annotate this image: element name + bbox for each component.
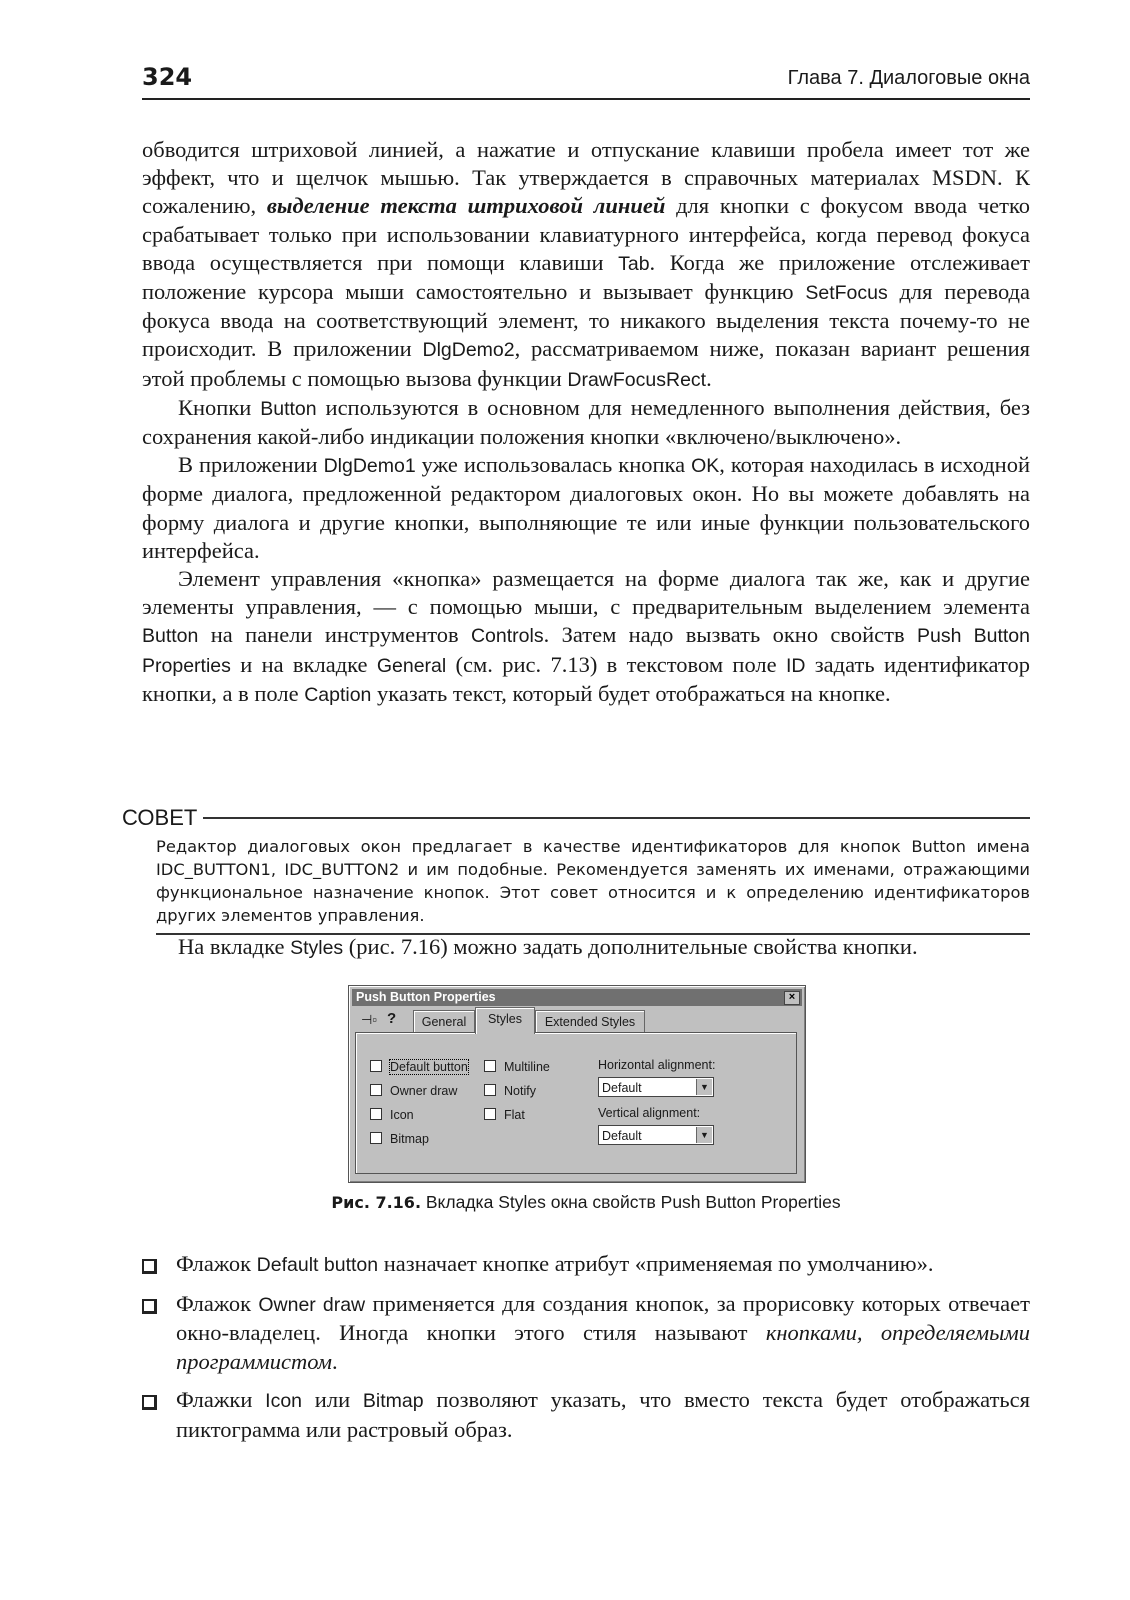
text-run: уже использовалась кнопка — [415, 452, 692, 478]
paragraph-2 — [142, 394, 1030, 451]
code-term: Owner draw — [258, 1293, 366, 1316]
text-run: для перевода фокуса ввода на соответствующий элемент, то никакого выделения текста почему-то не происходит. В приложении — [142, 279, 1030, 362]
checkbox-default-button[interactable] — [370, 1059, 468, 1075]
figure-caption-text: Вкладка Styles окна свойств Push Button Properties — [421, 1192, 841, 1212]
checkbox-box — [370, 1060, 382, 1072]
styles-paragraph — [142, 932, 1030, 963]
checkbox-box — [370, 1132, 382, 1144]
code-term: Icon — [265, 1390, 303, 1412]
checkbox-icon[interactable] — [370, 1107, 414, 1123]
code-term: Push Button Properties — [142, 625, 1030, 677]
text-run: Флажок — [176, 1290, 259, 1316]
tab-extended-styles[interactable]: Extended Styles — [535, 1010, 645, 1033]
dialog-title: Push Button Properties — [356, 990, 496, 1004]
pin-icon[interactable]: ⊣▫ — [361, 1012, 377, 1027]
checkbox-box — [484, 1060, 496, 1072]
code-term: DlgDemo2 — [422, 339, 515, 362]
chevron-down-icon[interactable]: ▼ — [696, 1079, 712, 1095]
text-run: на панели инструментов — [198, 622, 471, 648]
text-run: . Затем надо вызвать окно свойств — [543, 622, 917, 648]
checkbox-box — [484, 1084, 496, 1096]
checkbox-label: Owner draw — [390, 1084, 458, 1098]
checkbox-bullet-icon — [142, 1395, 157, 1410]
text-run: Кнопки — [178, 394, 261, 420]
bullet-list — [142, 1250, 1030, 1454]
figure-caption — [142, 1190, 1030, 1215]
code-term: Controls — [470, 625, 544, 648]
text-run: и на вкладке — [230, 651, 377, 677]
checkbox-box — [484, 1108, 496, 1120]
text-run: или — [302, 1387, 363, 1412]
figure-number: Рис. 7.16. — [331, 1193, 422, 1212]
text-run: позволяют указать, что вместо текста будет отображаться пиктограмма или растровый образ. — [176, 1387, 1031, 1442]
checkbox-label: Flat — [504, 1108, 525, 1122]
checkbox-owner-draw[interactable] — [370, 1083, 457, 1099]
text-run: В приложении — [178, 452, 324, 478]
styles-panel — [355, 1032, 797, 1174]
checkbox-label: Notify — [504, 1084, 536, 1098]
text-run: обводится штриховой линией, а нажатие и отпускание клавиши пробела имеет тот же эффект, что и щелчок мышью. Так утверждается в справочных материалах MSDN. К сожалению, — [142, 137, 1030, 219]
checkbox-bullet-icon — [142, 1259, 157, 1274]
text-run: применяется для создания кнопок, за прорисовку которых отвечает окно-владелец. Иногда кнопки этого стиля называют — [176, 1290, 1030, 1345]
text-run: Флажок — [176, 1251, 257, 1276]
tip-rule — [122, 817, 1030, 819]
text-run: Флажки — [176, 1387, 266, 1412]
text-run: (см. рис. 7.13) в текстовом поле — [446, 651, 786, 677]
code-term: OK — [691, 455, 720, 478]
dialog-title-bar — [352, 989, 802, 1006]
text-run: задать идентификатор кнопки, а в поле — [142, 651, 1030, 706]
text-run: . — [706, 365, 712, 391]
text-run: используются в основном для немедленного выполнения действия, без сохранения какой-либо индикации положения кнопки «включено/выключено». — [142, 394, 1031, 450]
checkbox-label: Default button — [390, 1060, 468, 1074]
text-run: , рассматриваемом ниже, показан вариант решения этой проблемы с помощью вызова функции — [142, 336, 1030, 391]
checkbox-bitmap[interactable] — [370, 1131, 429, 1147]
code-term: Bitmap — [362, 1390, 424, 1412]
code-term: Styles — [290, 937, 344, 959]
paragraph-4 — [142, 565, 1030, 709]
text-run: , которая находилась в исходной форме диалога, предложенной редактором диалоговых окон. Но вы можете добавлять на форму диалога и другие кнопки, выполняющие те или иные функции пользовательского интерфейса. — [142, 452, 1030, 563]
checkbox-flat[interactable] — [484, 1107, 525, 1123]
list-item — [142, 1250, 1030, 1280]
list-item — [142, 1386, 1030, 1444]
code-term: DrawFocusRect — [567, 368, 707, 391]
vertical-alignment-label: Vertical alignment: — [598, 1106, 701, 1120]
code-term: Button — [260, 397, 317, 420]
emphasis-text: кнопками, определяемыми программистом — [176, 1320, 1030, 1374]
checkbox-multiline[interactable] — [484, 1059, 550, 1075]
push-button-properties-dialog — [348, 985, 806, 1183]
tab-styles[interactable]: Styles — [475, 1007, 535, 1034]
code-term: ID — [785, 654, 806, 677]
text-run: для кнопки с фокусом ввода четко срабатывает только при использовании клавиатурного интерфейса, когда перевод фокуса ввода осуществляется при помощи клавиши — [142, 193, 1030, 275]
text-run: . — [331, 1348, 338, 1374]
checkbox-notify[interactable] — [484, 1083, 536, 1099]
checkbox-bullet-icon — [142, 1299, 157, 1314]
text-run: (рис. 7.16) можно задать дополнительные свойства кнопки. — [343, 934, 918, 959]
checkbox-label: Icon — [390, 1108, 414, 1122]
checkbox-label: Bitmap — [390, 1132, 429, 1146]
chapter-title: Глава 7. Диалоговые окна — [787, 67, 1030, 89]
tab-general[interactable]: General — [413, 1010, 475, 1033]
help-icon[interactable]: ? — [387, 1010, 397, 1027]
tip-label: СОВЕТ — [122, 803, 203, 833]
page-header — [142, 62, 1030, 100]
horizontal-alignment-select[interactable] — [598, 1077, 714, 1097]
page-number: 324 — [142, 63, 193, 91]
text-run: Элемент управления «кнопка» размещается на форме диалога так же, как и другие элементы управления, — с помощью мыши, с предварительным выделением элемента — [142, 566, 1030, 620]
code-term: General — [376, 654, 447, 677]
text-run: назначает кнопке атрибут «применяемая по умолчанию». — [378, 1251, 934, 1276]
tip-box — [122, 803, 1030, 935]
select-value: Default — [602, 1129, 642, 1143]
code-term: DlgDemo1 — [323, 455, 416, 478]
vertical-alignment-select[interactable] — [598, 1125, 714, 1145]
select-value: Default — [602, 1081, 642, 1095]
checkbox-label: Multiline — [504, 1060, 550, 1074]
list-item — [142, 1290, 1030, 1377]
paragraph-3 — [142, 451, 1030, 565]
text-run: указать текст, который будет отображаться на кнопке. — [371, 680, 891, 706]
tip-header — [122, 803, 1030, 833]
code-term: Caption — [304, 683, 372, 706]
code-term: Default button — [256, 1254, 379, 1276]
close-button[interactable]: × — [784, 991, 800, 1005]
code-term: Tab — [618, 252, 650, 275]
text-run: . Когда же приложение отслеживает положение курсора мыши самостоятельно и вызывает функцию — [142, 249, 1030, 305]
tip-text: Редактор диалоговых окон предлагает в качестве идентификаторов для кнопок Button имена IDC_BUTTON1, IDC_BUTTON2 и им подобные. Рекомендуется заменять их именами, отражающими функциональное назначение кнопок. Этот совет относится и к определению идентификаторов других элементов управления. — [156, 835, 1030, 935]
body-text — [142, 136, 1030, 709]
chevron-down-icon[interactable]: ▼ — [696, 1127, 712, 1143]
code-term: Button — [142, 625, 199, 648]
horizontal-alignment-label: Horizontal alignment: — [598, 1058, 716, 1072]
checkbox-box — [370, 1084, 382, 1096]
text-run: На вкладке — [178, 934, 291, 959]
code-term: SetFocus — [805, 282, 888, 305]
paragraph-1 — [142, 136, 1030, 394]
checkbox-box — [370, 1108, 382, 1120]
emphasis-text: выделение текста штриховой линией — [266, 193, 666, 219]
